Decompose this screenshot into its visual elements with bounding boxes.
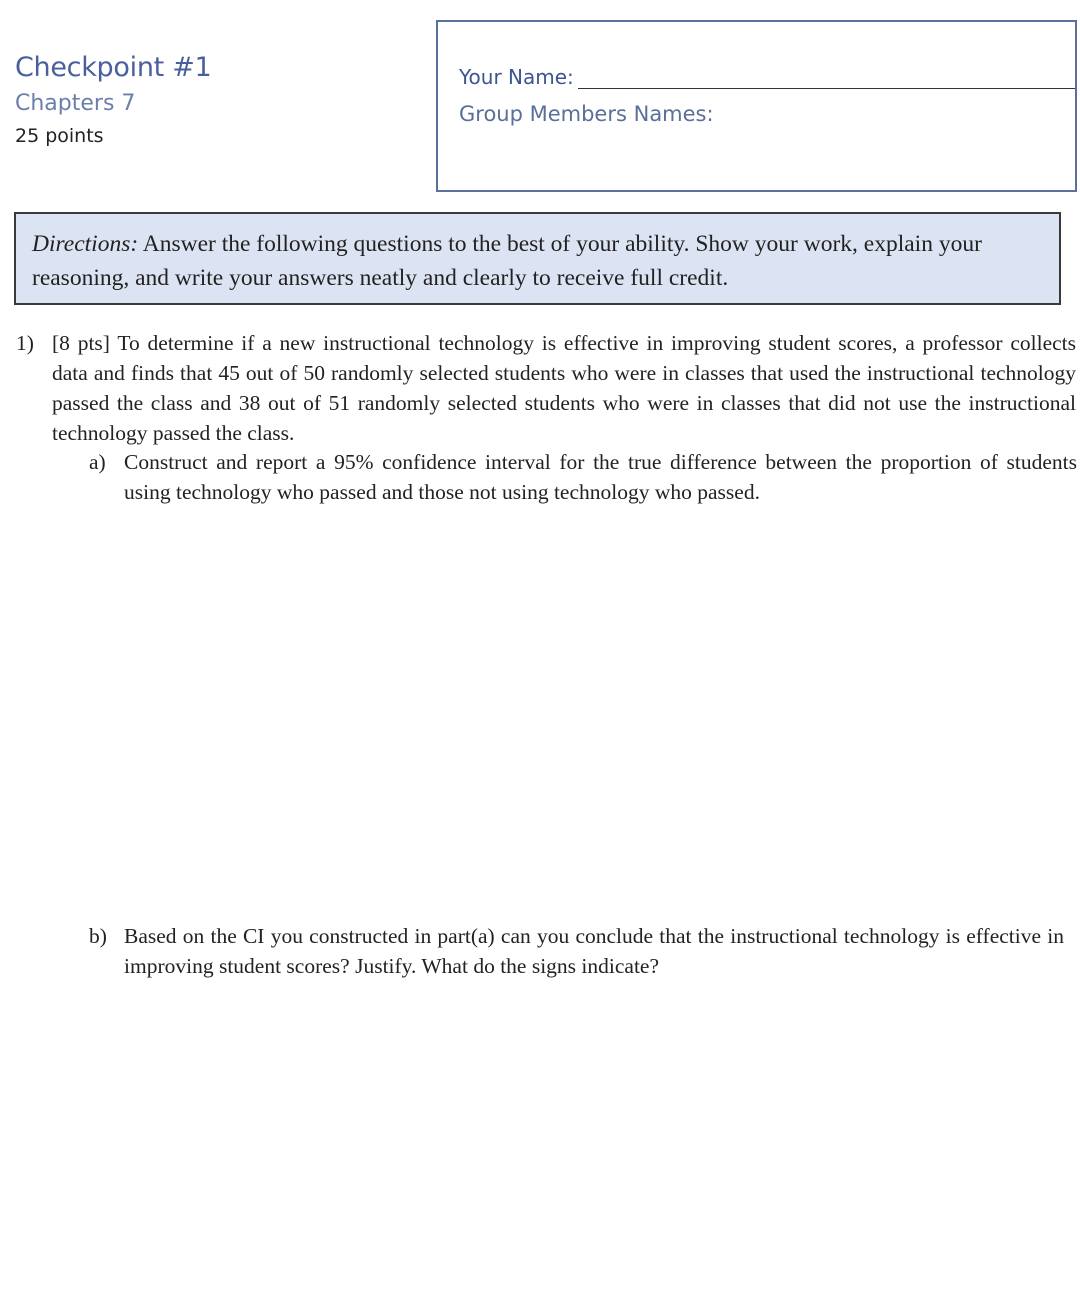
question-1a-text: Construct and report a 95% confidence interval for the true difference between the proportion of students using technology who passed and those not using technology who passed.	[124, 450, 1077, 504]
question-1a	[89, 447, 1077, 507]
question-1-number: 1)	[16, 331, 34, 355]
directions-box	[14, 212, 1061, 305]
your-name-field[interactable]	[578, 66, 1075, 89]
group-members-label: Group Members Names:	[459, 102, 714, 126]
name-box	[436, 20, 1077, 192]
question-1a-letter: a)	[89, 450, 106, 474]
directions-lead: Directions:	[32, 231, 139, 257]
header-block	[15, 52, 211, 147]
chapters-subtitle: Chapters 7	[15, 91, 136, 116]
question-1b-text: Based on the CI you constructed in part(a) can you conclude that the instructional technology is effective in improving student scores? Justify. What do the signs indicate?	[124, 924, 1064, 978]
your-name-row	[459, 65, 1077, 89]
directions-text: Answer the following questions to the best of your ability. Show your work, explain your reasoning, and write your answers neatly and clearly to receive full credit.	[32, 231, 982, 291]
your-name-label: Your Name:	[459, 65, 574, 89]
question-1-text: [8 pts] To determine if a new instructional technology is effective in improving student scores, a professor collects data and finds that 45 out of 50 randomly selected students who were in classes that used the instructional technology passed the class and 38 out of 51 randomly selected students who were in classes that did not use the instructional technology passed the class.	[52, 331, 1076, 445]
points-label: 25 points	[15, 125, 104, 147]
question-1b	[89, 921, 1064, 981]
page-title: Checkpoint #1	[15, 52, 212, 83]
question-1	[16, 328, 1076, 448]
question-1b-letter: b)	[89, 924, 107, 948]
